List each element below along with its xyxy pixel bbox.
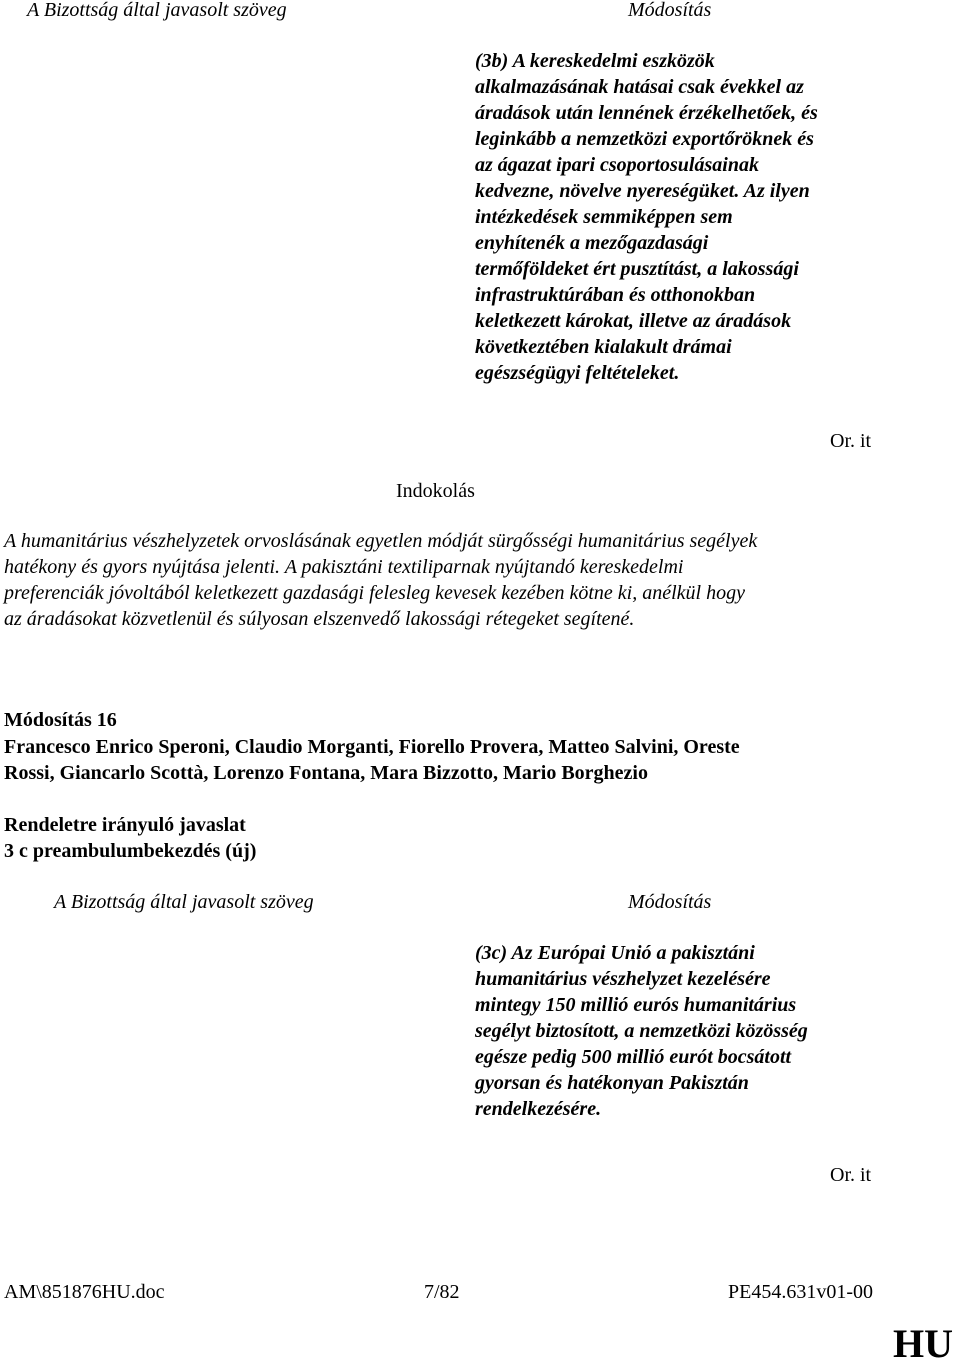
- amendment-3c-line: segélyt biztosított, a nemzetközi közösség: [475, 1020, 808, 1042]
- amendment-3b-text: [475, 48, 818, 386]
- amendment-3b-line: alkalmazásának hatásai csak évekkel az: [475, 76, 804, 98]
- amendment-3b-line: infrastruktúrában és otthonokban: [475, 284, 756, 306]
- amendment-authors: Francesco Enrico Speroni, Claudio Morganti, Fiorello Provera, Matteo Salvini, Oreste: [4, 736, 740, 758]
- amendment-3c-line: rendelkezésére.: [475, 1098, 602, 1120]
- proposal-title: Rendeletre irányuló javaslat: [4, 814, 246, 836]
- amendment-3c-line: mintegy 150 millió eurós humanitárius: [475, 994, 797, 1016]
- amendment-3c-line: humanitárius vészhelyzet kezelésére: [475, 968, 771, 990]
- amendment-authors: Rossi, Giancarlo Scottà, Lorenzo Fontana, Mara Bizzotto, Mario Borghezio: [4, 762, 648, 784]
- amendment-3b-line: következtében kialakult drámai: [475, 336, 732, 358]
- footer-reference: PE454.631v01-00: [728, 1281, 873, 1303]
- amendment-3c-line: gyorsan és hatékonyan Pakisztán: [475, 1072, 749, 1094]
- justification-line: az áradásokat közvetlenül és súlyosan elszenvedő lakossági rétegeket segítené.: [4, 608, 635, 630]
- original-language-note: Or. it: [830, 430, 872, 452]
- column-header-commission-text: A Bizottság által javasolt szöveg: [54, 891, 314, 913]
- justification-text: [4, 528, 757, 632]
- justification-line: A humanitárius vészhelyzetek orvoslásának egyetlen módját sürgősségi humanitárius segélyek: [4, 530, 758, 552]
- recital-title: 3 c preambulumbekezdés (új): [4, 840, 257, 862]
- amendment-3b-line: (3b) A kereskedelmi eszközök: [475, 50, 715, 72]
- amendment-3b-line: termőföldeket ért pusztítást, a lakossági: [475, 258, 799, 280]
- column-header-amendment: Módosítás: [628, 0, 712, 21]
- amendment-3c-text: [475, 940, 808, 1122]
- amendment-3b-line: leginkább a nemzetközi exportőröknek és: [475, 128, 814, 150]
- amendment-3c-line: (3c) Az Európai Unió a pakisztáni: [475, 942, 755, 964]
- justification-line: preferenciák jóvoltából keletkezett gazdasági felesleg kevesek kezében kötne ki, anélkül hogy: [4, 582, 745, 604]
- amendment-title: Módosítás 16: [4, 709, 117, 731]
- amendment-3b-line: intézkedések semmiképpen sem: [475, 206, 733, 228]
- original-language-note: Or. it: [830, 1164, 872, 1186]
- footer-document-id: AM\851876HU.doc: [4, 1281, 165, 1303]
- footer-page-number: 7/82: [424, 1281, 460, 1303]
- amendment-3b-line: enyhítenék a mezőgazdasági: [475, 232, 709, 254]
- amendment-3b-line: egészségügyi feltételeket.: [475, 362, 680, 384]
- column-header-amendment: Módosítás: [628, 891, 712, 913]
- amendment-3b-line: az ágazat ipari csoportosulásainak: [475, 154, 759, 176]
- amendment-3b-line: kedvezne, növelve nyereségüket. Az ilyen: [475, 180, 810, 202]
- column-header-commission-text: A Bizottság által javasolt szöveg: [27, 0, 287, 21]
- justification-title: Indokolás: [396, 480, 475, 502]
- amendment-3b-line: keletkezett károkat, illetve az áradások: [475, 310, 792, 332]
- amendment-3c-line: egésze pedig 500 millió eurót bocsátott: [475, 1046, 792, 1068]
- amendment-3b-line: áradások után lennének érzékelhetőek, és: [475, 102, 818, 124]
- justification-line: hatékony és gyors nyújtása jelenti. A pakisztáni textiliparnak nyújtandó kereskedelmi: [4, 556, 684, 578]
- footer-language-code: HU: [893, 1321, 953, 1366]
